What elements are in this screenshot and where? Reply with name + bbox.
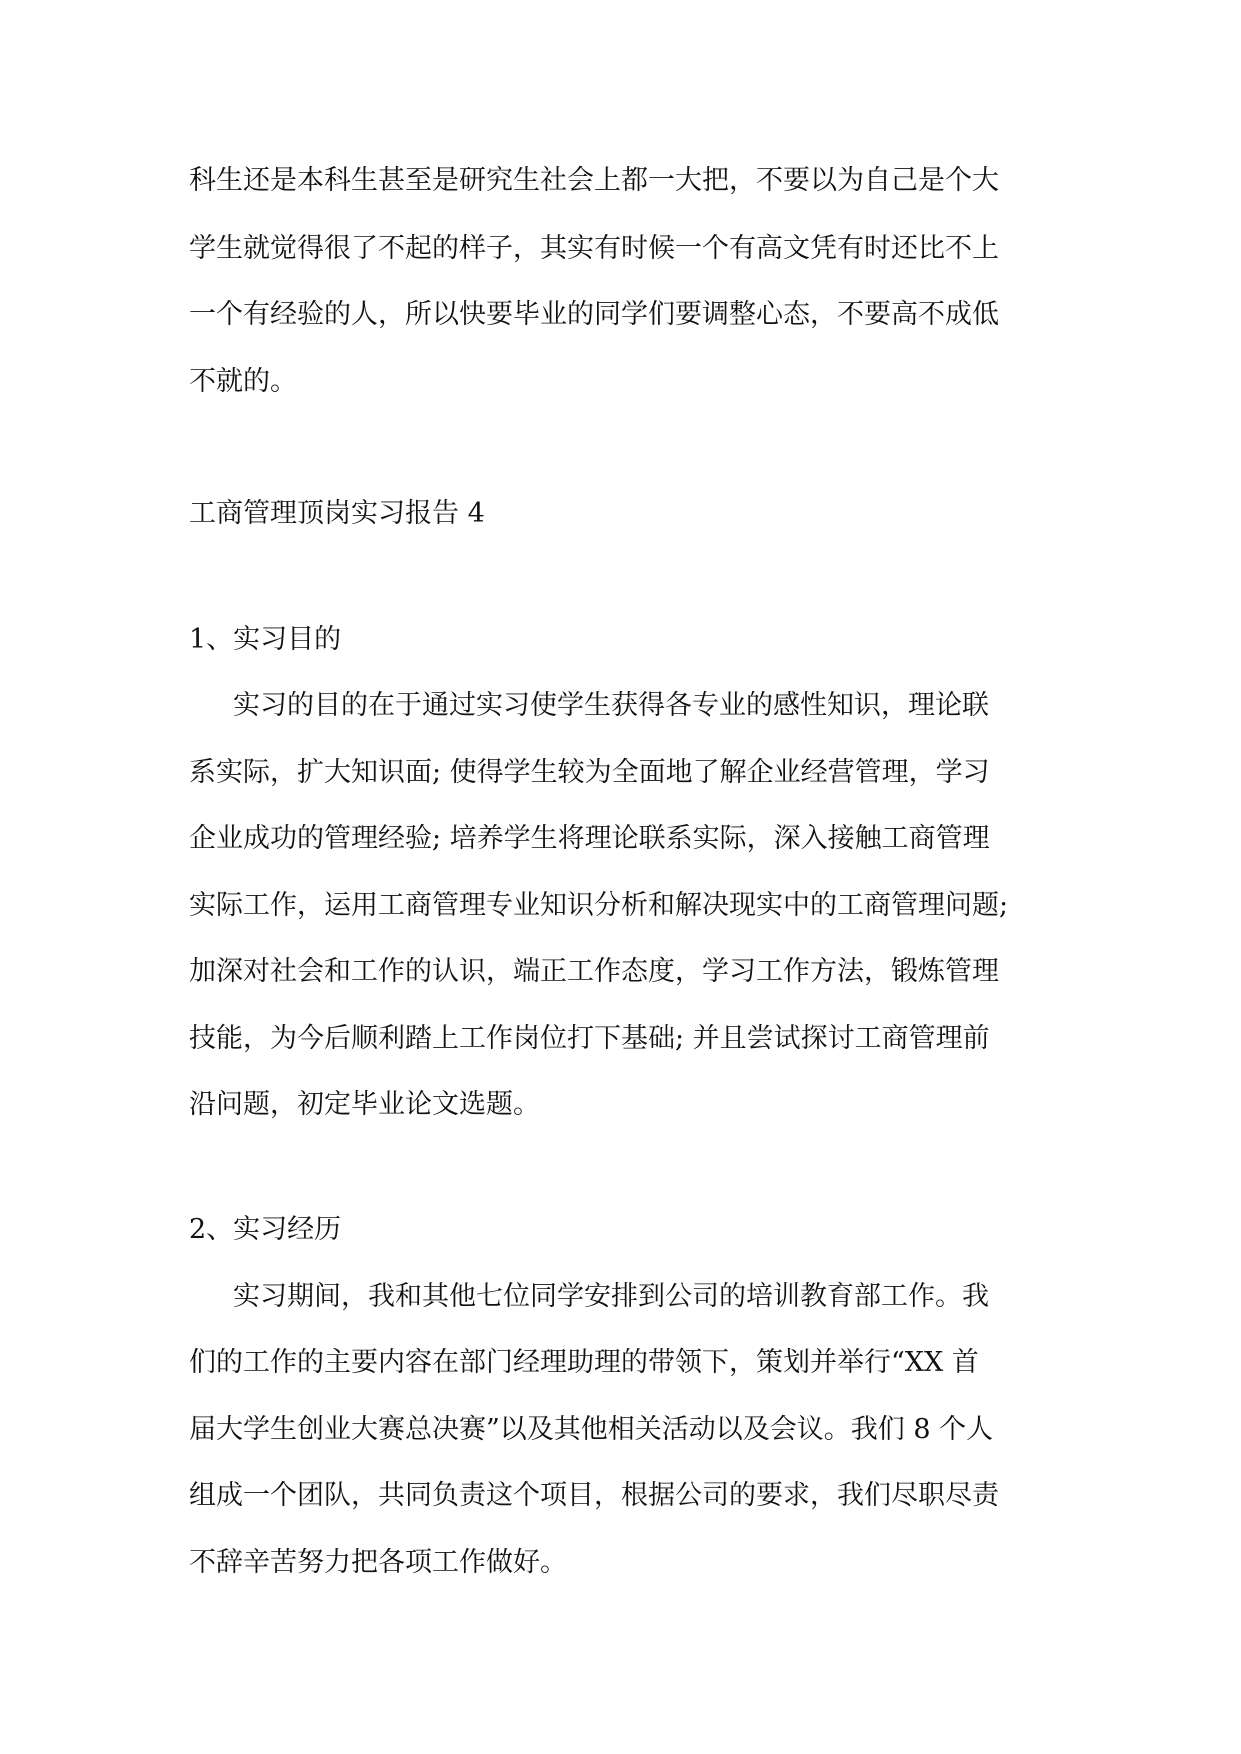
- paragraph-line: 实际工作，运用工商管理专业知识分析和解决现实中的工商管理问题;: [189, 890, 1009, 921]
- paragraph-line: 实习期间，我和其他七位同学安排到公司的培训教育部工作。我: [233, 1281, 989, 1312]
- paragraph-line: 系实际，扩大知识面; 使得学生较为全面地了解企业经营管理，学习: [189, 757, 990, 788]
- paragraph-line: 一个有经验的人，所以快要毕业的同学们要调整心态，不要高不成低: [189, 299, 999, 330]
- paragraph-line: 实习的目的在于通过实习使学生获得各专业的感性知识，理论联: [233, 690, 989, 721]
- paragraph-line: 加深对社会和工作的认识，端正工作态度，学习工作方法，锻炼管理: [189, 956, 999, 987]
- paragraph-line: 科生还是本科生甚至是研究生社会上都一大把，不要以为自己是个大: [189, 165, 999, 196]
- paragraph-line: 组成一个团队，共同负责这个项目，根据公司的要求，我们尽职尽责: [189, 1480, 999, 1511]
- report-title: 工商管理顶岗实习报告 4: [189, 498, 485, 529]
- paragraph-line: 不就的。: [189, 366, 297, 397]
- paragraph-line: 不辞辛苦努力把各项工作做好。: [189, 1547, 567, 1578]
- paragraph-line: 学生就觉得很了不起的样子，其实有时候一个有高文凭有时还比不上: [189, 233, 999, 264]
- paragraph-line: 技能，为今后顺利踏上工作岗位打下基础; 并且尝试探讨工商管理前: [189, 1023, 990, 1054]
- paragraph-line: 沿问题，初定毕业论文选题。: [189, 1089, 540, 1120]
- paragraph-line: 们的工作的主要内容在部门经理助理的带领下，策划并举行“XX 首: [189, 1347, 979, 1378]
- section-heading: 1、实习目的: [189, 624, 342, 655]
- paragraph-line: 届大学生创业大赛总决赛”以及其他相关活动以及会议。我们 8 个人: [189, 1414, 994, 1445]
- section-heading: 2、实习经历: [189, 1214, 342, 1245]
- paragraph-line: 企业成功的管理经验; 培养学生将理论联系实际，深入接触工商管理: [189, 823, 990, 854]
